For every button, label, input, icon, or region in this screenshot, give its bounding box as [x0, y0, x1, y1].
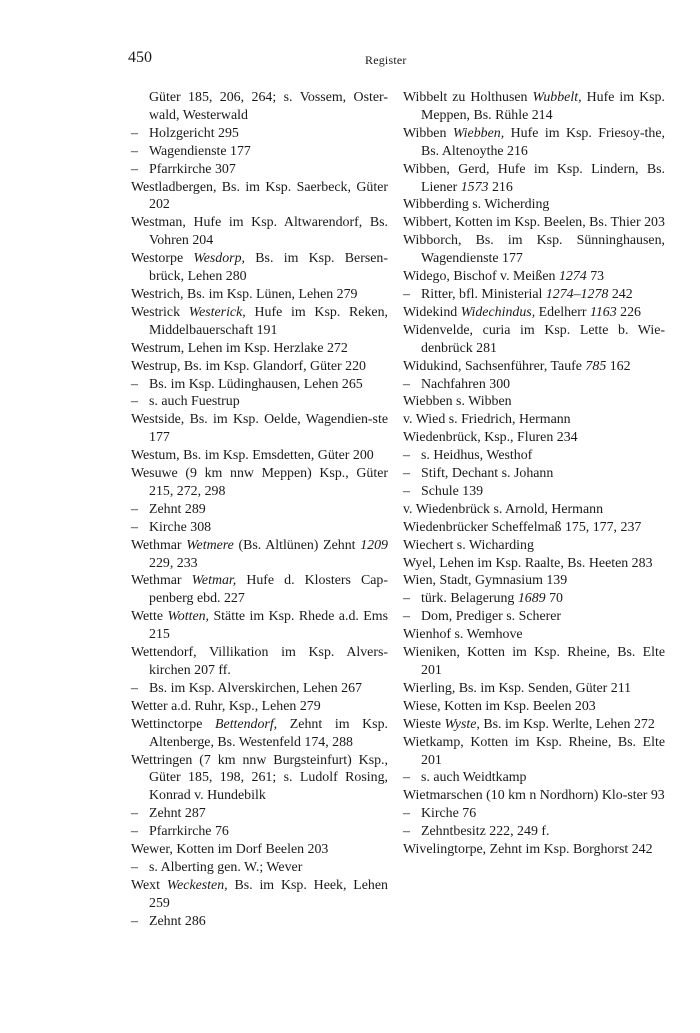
subentry-dash: –: [131, 824, 138, 840]
index-subentry: [403, 483, 665, 501]
subentry-dash: –: [403, 448, 410, 464]
index-subentry: [403, 590, 665, 608]
entry-variant-italic: 785: [585, 358, 607, 374]
index-subentry: [131, 823, 388, 841]
entry-variant-italic: Wubbelt,: [532, 90, 582, 105]
index-entry: [403, 537, 665, 555]
entry-text: Güter 185, 206, 264; s. Vossem, Oster-wald, Westerwald: [149, 90, 388, 123]
index-subentry: [403, 376, 665, 394]
index-entry: [131, 608, 388, 644]
index-subentry: [403, 769, 665, 787]
entry-text: türk. Belagerung: [421, 591, 518, 607]
entry-text: Bs. im Ksp. Werlte, Lehen 272: [479, 716, 655, 732]
entry-text: Widukind, Sachsenführer, Taufe: [403, 358, 586, 374]
entry-text: s. auch Fuestrup: [149, 394, 240, 410]
entry-text: 229, 233: [149, 555, 198, 571]
subentry-dash: –: [131, 376, 138, 392]
entry-variant-italic: Bettendorf,: [215, 716, 278, 732]
entry-text: Wiedenbrück, Ksp., Fluren 234: [403, 430, 578, 446]
index-entry: [403, 555, 665, 573]
index-entry: [131, 250, 388, 286]
entry-text: Zehnt im Ksp. Altenberge, Bs. Westenfeld 174, 288: [149, 716, 388, 750]
index-entry: [403, 304, 665, 322]
entry-text: Wesuwe (9 km nnw Meppen) Ksp., Güter 215, 272, 298: [131, 466, 388, 499]
entry-text: Westrich, Bs. im Ksp. Lünen, Lehen 279: [131, 286, 358, 302]
subentry-dash: –: [131, 680, 138, 696]
entry-variant-italic: 1209: [360, 537, 388, 553]
entry-text: Wiechert s. Wicharding: [403, 537, 534, 553]
entry-text: Wettendorf, Villikation im Ksp. Alvers-kirchen 207 ff.: [131, 645, 388, 678]
entry-text: v. Wied s. Friedrich, Hermann: [403, 412, 571, 428]
entry-text: s. Alberting gen. W.; Wever: [149, 859, 303, 875]
index-entry: [131, 340, 388, 358]
entry-variant-italic: Weckesten,: [166, 877, 228, 893]
index-subentry: [403, 465, 665, 483]
entry-text: Wette: [131, 609, 168, 625]
index-entry: [403, 268, 665, 286]
entry-text: Hufe d. Klosters Cap-penberg ebd. 227: [149, 573, 388, 607]
entry-text: Kirche 308: [149, 519, 212, 535]
entry-text: Wienhof s. Wemhove: [403, 627, 523, 643]
index-subentry: [131, 913, 388, 931]
entry-text: Wierling, Bs. im Ksp. Senden, Güter 211: [403, 680, 632, 696]
entry-text: Wietmarschen (10 km n Nordhorn) Klo-ster 93: [403, 788, 665, 804]
entry-text: Wibbert, Kotten im Ksp. Beelen, Bs. Thier 203: [403, 215, 665, 231]
index-entry: [403, 232, 665, 268]
index-entry: [131, 179, 388, 215]
entry-text: Wiebben s. Wibben: [403, 394, 512, 410]
subentry-dash: –: [403, 824, 410, 840]
index-entry: [403, 572, 665, 590]
index-subentry: [131, 680, 388, 698]
index-subentry: [131, 519, 388, 537]
index-entry: [131, 716, 388, 752]
subentry-dash: –: [131, 143, 138, 159]
entry-text: Westorpe: [131, 251, 194, 267]
index-entry: [403, 680, 665, 698]
entry-text: Wivelingtorpe, Zehnt im Ksp. Borghorst 242: [403, 842, 653, 858]
subentry-dash: –: [403, 806, 410, 822]
entry-text: Wethmar: [131, 537, 187, 553]
index-entry: [403, 698, 665, 716]
entry-text: Bs. im Ksp. Lüdinghausen, Lehen 265: [149, 376, 363, 392]
entry-text: Wiedenbrücker Scheffelmaß 175, 177, 237: [403, 519, 642, 535]
subentry-dash: –: [131, 394, 138, 410]
index-entry: [403, 358, 665, 376]
entry-text: Widego, Bischof v. Meißen: [403, 269, 559, 285]
subentry-dash: –: [403, 376, 410, 392]
index-entry: [403, 734, 665, 770]
entry-text: Kirche 76: [421, 806, 477, 822]
entry-text: 70: [545, 591, 563, 607]
entry-text: Wettinctorpe: [131, 716, 216, 732]
entry-text: Stift, Dechant s. Johann: [421, 466, 554, 482]
index-entry: [403, 393, 665, 411]
entry-text: Ritter, bfl. Ministerial: [421, 286, 546, 302]
index-subentry: [131, 805, 388, 823]
entry-text: Hufe im Ksp. Meppen, Bs. Rühle 214: [421, 90, 665, 123]
entry-text: v. Wiedenbrück s. Arnold, Hermann: [403, 501, 604, 517]
entry-text: Zehnt 287: [149, 806, 206, 822]
entry-text: Wyel, Lehen im Ksp. Raalte, Bs. Heeten 283: [403, 555, 653, 571]
index-entry: [403, 716, 665, 734]
subentry-dash: –: [403, 483, 410, 499]
entry-text: Wagendienste 177: [149, 143, 251, 159]
entry-text: Westside, Bs. im Ksp. Oelde, Wagendien-ste 177: [131, 412, 388, 446]
index-subentry: [131, 501, 388, 519]
entry-text: 226: [616, 304, 641, 320]
entry-text: Wibben: [403, 125, 453, 141]
entry-text: Hufe im Ksp. Reken, Middelbauerschaft 191: [149, 304, 388, 338]
index-subentry: [131, 161, 388, 179]
entry-text: Pfarrkirche 76: [149, 824, 229, 840]
entry-text: Wettringen (7 km nnw Burgsteinfurt) Ksp., Güter 185, 198, 261; s. Ludolf Rosing, Konrad v. Hundebilk: [131, 752, 388, 804]
entry-variant-italic: 1163: [589, 304, 617, 320]
entry-variant-italic: 1274: [558, 269, 587, 285]
entry-variant-italic: Wesdorp,: [193, 251, 245, 267]
index-subentry: [131, 393, 388, 411]
index-entry: [131, 358, 388, 376]
entry-text: Westladbergen, Bs. im Ksp. Saerbeck, Güter 202: [131, 179, 388, 213]
index-entry: [403, 841, 665, 859]
entry-variant-italic: Wetmar,: [191, 573, 237, 589]
running-head: Register: [365, 53, 407, 67]
index-entry: [403, 644, 665, 680]
index-entry: [403, 89, 665, 125]
subentry-dash: –: [403, 286, 410, 302]
index-entry: [131, 214, 388, 250]
subentry-dash: –: [131, 125, 138, 141]
index-column-right: [403, 89, 665, 859]
entry-text: Edelherr: [535, 304, 590, 320]
index-subentry: [403, 447, 665, 465]
entry-variant-italic: 1573: [460, 179, 489, 195]
entry-text: Wieste: [403, 716, 445, 732]
entry-text: Wibbelt zu Holthusen: [403, 90, 533, 105]
index-entry: [403, 161, 665, 197]
entry-text: 73: [586, 269, 605, 285]
entry-text: Zehnt 286: [149, 913, 206, 929]
page-number: 450: [128, 49, 152, 66]
subentry-dash: –: [403, 466, 410, 482]
subentry-dash: –: [131, 161, 138, 177]
index-entry: [131, 841, 388, 859]
entry-variant-italic: Widechindus,: [460, 304, 536, 320]
index-column-left: [131, 89, 388, 931]
index-subentry: [403, 823, 665, 841]
entry-variant-italic: Wetmere: [186, 537, 234, 553]
entry-text: Wietkamp, Kotten im Ksp. Rheine, Bs. Elte 201: [403, 734, 665, 768]
index-entry: [403, 322, 665, 358]
entry-text: Zehnt 289: [149, 501, 206, 517]
index-entry: [403, 429, 665, 447]
entry-variant-italic: Westerick,: [188, 304, 246, 320]
index-entry: [403, 214, 665, 232]
entry-text: 216: [488, 179, 513, 195]
entry-text: Nachfahren 300: [421, 376, 511, 392]
index-entry: [131, 877, 388, 913]
entry-text: Widenvelde, curia im Ksp. Lette b. Wie-denbrück 281: [403, 322, 665, 356]
entry-text: Dom, Prediger s. Scherer: [421, 609, 562, 625]
index-entry: [131, 698, 388, 716]
entry-text: Wibben, Gerd, Hufe im Ksp. Lindern, Bs. Liener: [403, 161, 665, 195]
entry-text: Holzgericht 295: [149, 125, 239, 141]
entry-text: Westrick: [131, 304, 189, 320]
entry-variant-italic: Wotten,: [167, 609, 210, 625]
entry-text: Pfarrkirche 307: [149, 161, 236, 177]
entry-text: Bs. im Ksp. Alverskirchen, Lehen 267: [149, 680, 362, 696]
index-entry: [403, 411, 665, 429]
entry-text: s. auch Weidtkamp: [421, 770, 527, 786]
index-entry: [403, 519, 665, 537]
entry-text: Widekind: [403, 304, 461, 320]
index-subentry: [131, 859, 388, 877]
entry-text: Westrup, Bs. im Ksp. Glandorf, Güter 220: [131, 358, 366, 374]
entry-text: Wibborch, Bs. im Ksp. Sünninghausen, Wagendienste 177: [403, 233, 665, 267]
index-subentry: [403, 805, 665, 823]
entry-text: Zehntbesitz 222, 249 f.: [421, 824, 550, 840]
entry-variant-italic: Wiebben,: [452, 125, 505, 141]
index-entry: [131, 572, 388, 608]
entry-text: Wetter a.d. Ruhr, Ksp., Lehen 279: [131, 698, 321, 714]
entry-text: Bs. im Ksp. Heek, Lehen 259: [149, 877, 388, 911]
entry-text: Wibberding s. Wicherding: [403, 197, 550, 213]
entry-text: Schule 139: [421, 483, 484, 499]
index-subentry: [403, 608, 665, 626]
entry-text: Stätte im Ksp. Rhede a.d. Ems 215: [149, 609, 388, 643]
entry-text: Westrum, Lehen im Ksp. Herzlake 272: [131, 340, 348, 356]
entry-text: Wewer, Kotten im Dorf Beelen 203: [131, 842, 329, 858]
entry-text: Wieniken, Kotten im Ksp. Rheine, Bs. Elte 201: [403, 645, 665, 678]
entry-text: Westum, Bs. im Ksp. Emsdetten, Güter 200: [131, 448, 374, 464]
index-entry: [403, 787, 665, 805]
entry-text: Wext: [131, 877, 167, 893]
index-subentry: [131, 125, 388, 143]
index-entry: [403, 196, 665, 214]
entry-text: 242: [608, 286, 633, 302]
index-entry: [131, 304, 388, 340]
index-entry: [131, 537, 388, 573]
subentry-dash: –: [403, 609, 410, 625]
entry-text: Wiese, Kotten im Ksp. Beelen 203: [403, 698, 596, 714]
index-subentry: [131, 143, 388, 161]
entry-text: Wethmar: [131, 573, 192, 589]
entry-text: s. Heidhus, Westhof: [421, 448, 533, 464]
subentry-dash: –: [131, 859, 138, 875]
entry-text: (Bs. Altlünen) Zehnt: [233, 537, 361, 553]
entry-text: Bs. im Ksp. Bersen-brück, Lehen 280: [149, 251, 388, 285]
subentry-dash: –: [403, 770, 410, 786]
subentry-dash: –: [131, 913, 138, 929]
index-entry: [131, 644, 388, 680]
subentry-dash: –: [131, 501, 138, 517]
index-entry: [131, 752, 388, 806]
index-subentry: [403, 286, 665, 304]
index-entry: [131, 411, 388, 447]
entry-text: Westman, Hufe im Ksp. Altwarendorf, Bs. Vohren 204: [131, 215, 388, 249]
entry-variant-italic: 1274–1278: [545, 286, 609, 302]
subentry-dash: –: [131, 519, 138, 535]
subentry-dash: –: [403, 591, 410, 607]
subentry-dash: –: [131, 806, 138, 822]
index-entry: [403, 125, 665, 161]
index-entry: [131, 89, 388, 125]
index-entry: [403, 626, 665, 644]
index-entry: [131, 286, 388, 304]
entry-variant-italic: Wyste,: [444, 716, 480, 732]
index-entry: [131, 465, 388, 501]
index-entry: [131, 447, 388, 465]
index-subentry: [131, 376, 388, 394]
entry-text: 162: [606, 358, 631, 374]
entry-text: Wien, Stadt, Gymnasium 139: [403, 573, 568, 589]
entry-text: Hufe im Ksp. Friesoy-the, Bs. Altenoythe 216: [421, 125, 666, 159]
index-entry: [403, 501, 665, 519]
entry-variant-italic: 1689: [517, 591, 546, 607]
